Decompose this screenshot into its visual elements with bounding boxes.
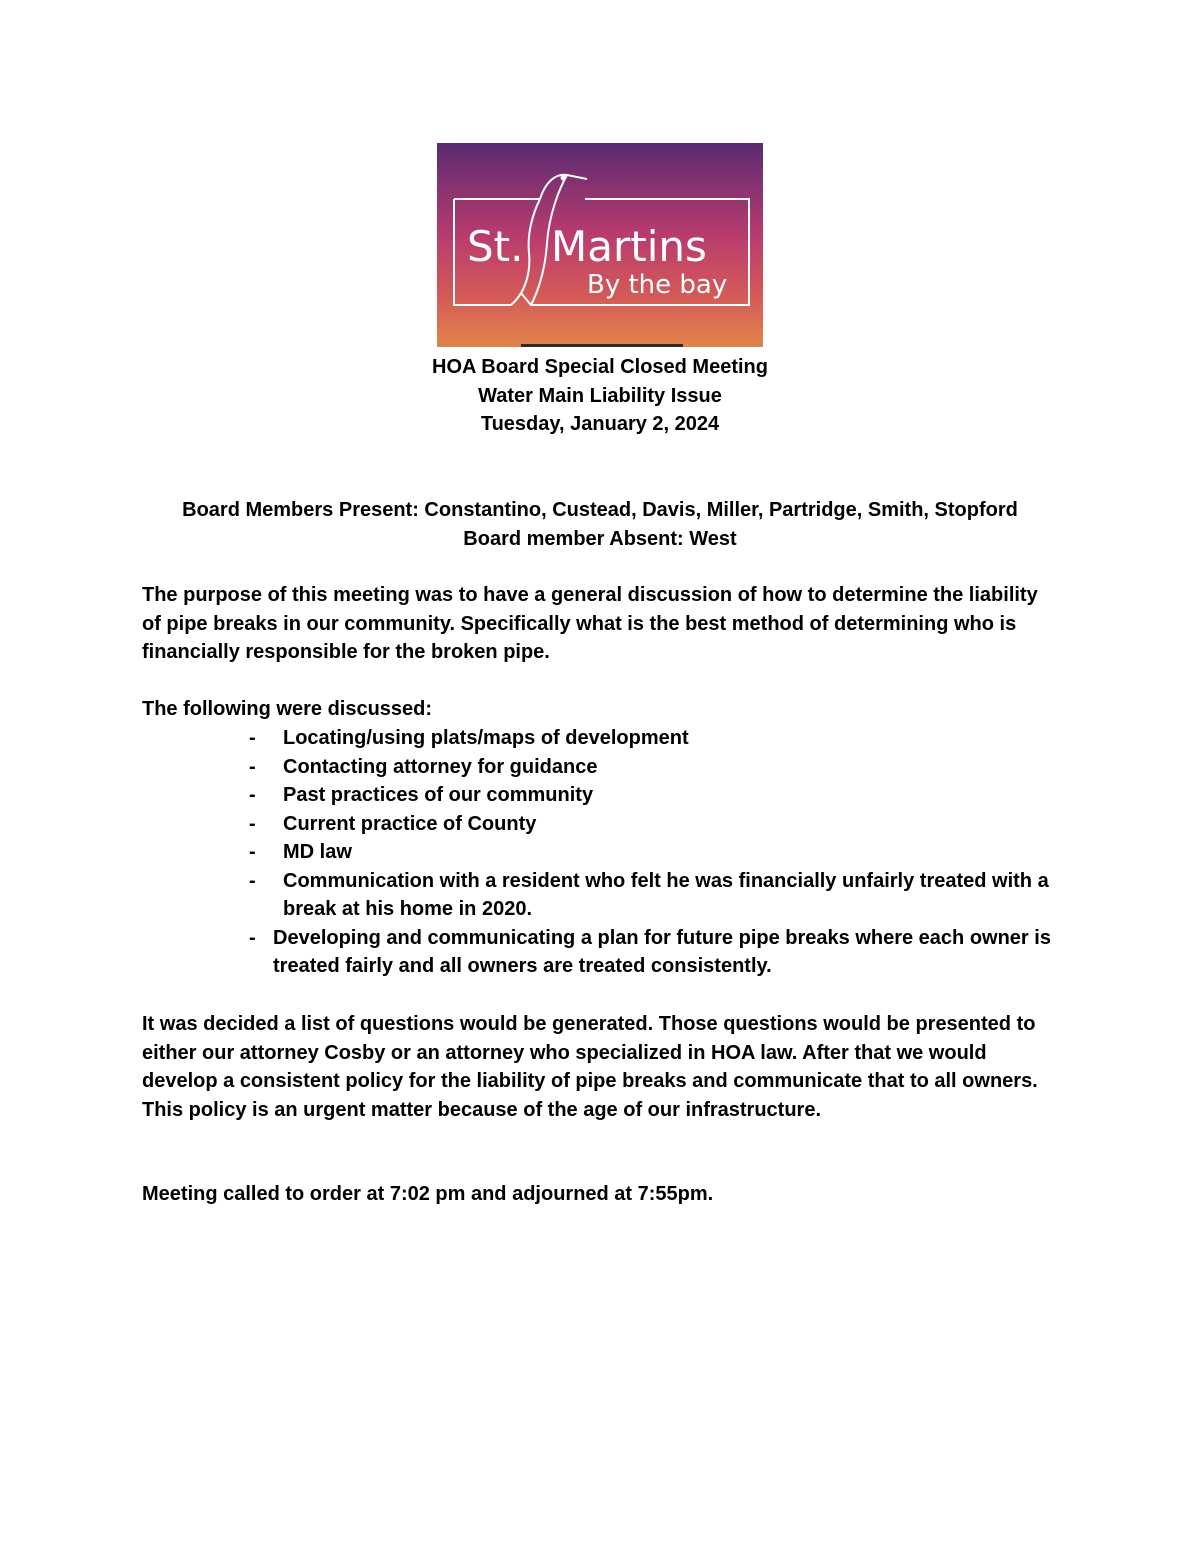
list-item-text: Locating/using plats/maps of development bbox=[283, 727, 689, 749]
meeting-subject: Water Main Liability Issue bbox=[478, 384, 722, 407]
discussed-list bbox=[0, 724, 1200, 981]
attendance-block bbox=[0, 496, 1200, 553]
meeting-date: Tuesday, January 2, 2024 bbox=[480, 413, 720, 435]
list-item bbox=[0, 810, 1200, 839]
closing-statement: Meeting called to order at 7:02 pm and adjourned at 7:55pm. bbox=[142, 1183, 714, 1205]
decision-paragraph: It was decided a list of questions would be generated. Those questions would be presented to either our attorney Cosby or an attorney who specialized in HOA law. After that we would develop a consistent policy for the liability of pipe breaks and communicate that to all owners. This policy is an urgent matter because of the age of our infrastructure. bbox=[142, 1013, 1038, 1121]
list-item bbox=[0, 753, 1200, 782]
list-item bbox=[0, 724, 1200, 753]
list-item-text: Past practices of our community bbox=[283, 784, 594, 806]
meeting-header bbox=[0, 353, 1200, 439]
members-present: Board Members Present: Constantino, Custead, Davis, Miller, Partridge, Smith, Stopford bbox=[182, 499, 1018, 521]
list-bullet: - bbox=[249, 869, 256, 892]
list-item-text: Contacting attorney for guidance bbox=[283, 755, 598, 778]
list-bullet: - bbox=[249, 755, 256, 778]
list-item-text: Current practice of County bbox=[283, 812, 537, 835]
list-item-text: MD law bbox=[283, 841, 352, 863]
list-item bbox=[0, 867, 1200, 924]
members-absent: Board member Absent: West bbox=[463, 527, 737, 550]
logo-text-martins: Martins bbox=[551, 222, 707, 271]
list-bullet: - bbox=[249, 727, 256, 749]
meeting-title: HOA Board Special Closed Meeting bbox=[432, 356, 768, 378]
list-bullet: - bbox=[249, 784, 256, 806]
list-item-text: Developing and communicating a plan for future pipe breaks where each owner is treated fairly and all owners are treated consistently. bbox=[273, 926, 1051, 977]
list-item bbox=[0, 924, 1200, 981]
list-item bbox=[0, 781, 1200, 810]
community-logo bbox=[437, 143, 763, 347]
logo-tagline: By the bay bbox=[587, 270, 728, 300]
list-bullet: - bbox=[249, 926, 256, 949]
logo-graphic bbox=[437, 143, 763, 347]
list-bullet: - bbox=[249, 841, 256, 863]
list-item-text: Communication with a resident who felt he was financially unfairly treated with a break at his home in 2020. bbox=[283, 869, 1049, 920]
logo-underline bbox=[521, 344, 683, 347]
list-bullet: - bbox=[249, 812, 256, 835]
purpose-paragraph: The purpose of this meeting was to have a general discussion of how to determine the liability of pipe breaks in our community. Specifically what is the best method of determining who is financially responsible for the broken pipe. bbox=[142, 584, 1038, 663]
discussed-heading: The following were discussed: bbox=[142, 698, 433, 720]
list-item bbox=[0, 838, 1200, 867]
logo-text-st: St. bbox=[467, 222, 524, 271]
